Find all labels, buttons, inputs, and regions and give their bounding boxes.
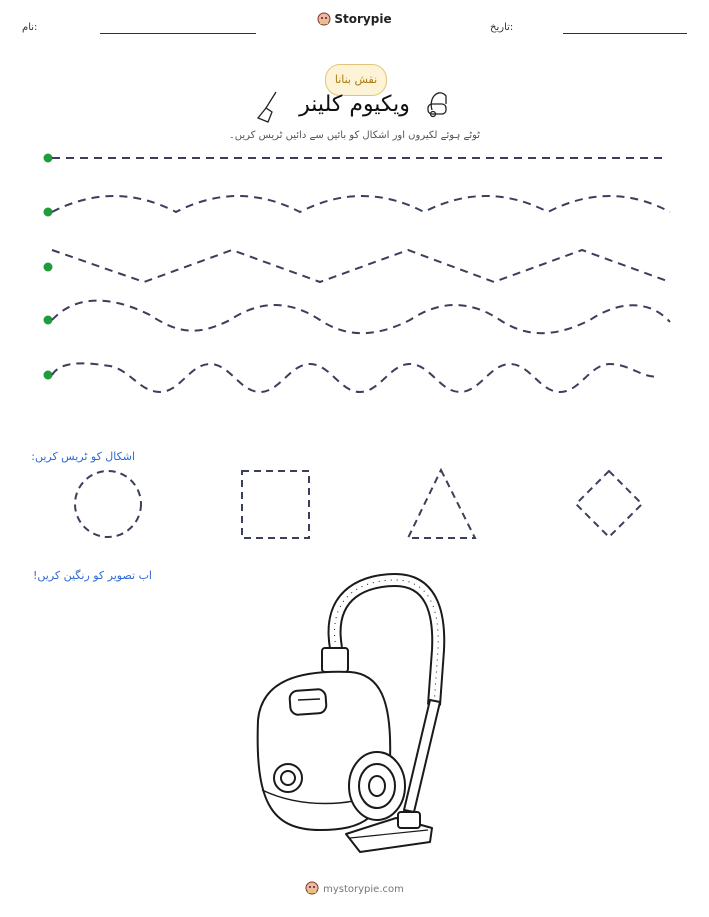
start-dot xyxy=(44,371,53,380)
brand-name: Storypie xyxy=(334,12,392,26)
footer xyxy=(0,881,709,895)
trace-triangle[interactable] xyxy=(408,470,475,538)
trace-shapes xyxy=(75,470,642,538)
shapes-section-label: اشکال کو ٹریس کریں: xyxy=(31,450,135,463)
date-label: تاریخ: xyxy=(490,22,514,33)
worksheet-instructions: ٹوٹے ہوئے لکیروں اور اشکال کو بائیں سے دائیں ٹریس کریں۔ xyxy=(228,130,481,141)
activity-badge: نقش بنانا xyxy=(325,64,387,96)
broom-icon xyxy=(258,92,276,122)
start-dot xyxy=(44,154,53,163)
footer-site[interactable]: mystorypie.com xyxy=(323,884,404,895)
start-dot xyxy=(44,208,53,217)
tracing-line-zigzag[interactable] xyxy=(44,250,671,282)
tracing-line-deep-wave[interactable] xyxy=(44,363,661,392)
name-label: نام: xyxy=(22,22,38,33)
start-dot xyxy=(44,263,53,272)
trace-square[interactable] xyxy=(242,471,309,538)
trace-diamond[interactable] xyxy=(576,471,642,537)
worksheet-title: ویکیوم کلینر xyxy=(299,92,410,117)
tracing-line-straight[interactable] xyxy=(44,154,669,163)
vacuum-cleaner-illustration[interactable] xyxy=(258,580,440,852)
color-section-label: اب تصویر کو رنگین کریں! xyxy=(32,569,152,582)
tracing-line-gentle-wave[interactable] xyxy=(44,196,671,217)
trace-circle[interactable] xyxy=(75,471,141,537)
tracing-line-wave[interactable] xyxy=(44,301,671,334)
tracing-lines xyxy=(44,154,671,393)
vacuum-small-icon xyxy=(428,93,446,117)
start-dot xyxy=(44,316,53,325)
storypie-logo-icon xyxy=(305,881,319,895)
